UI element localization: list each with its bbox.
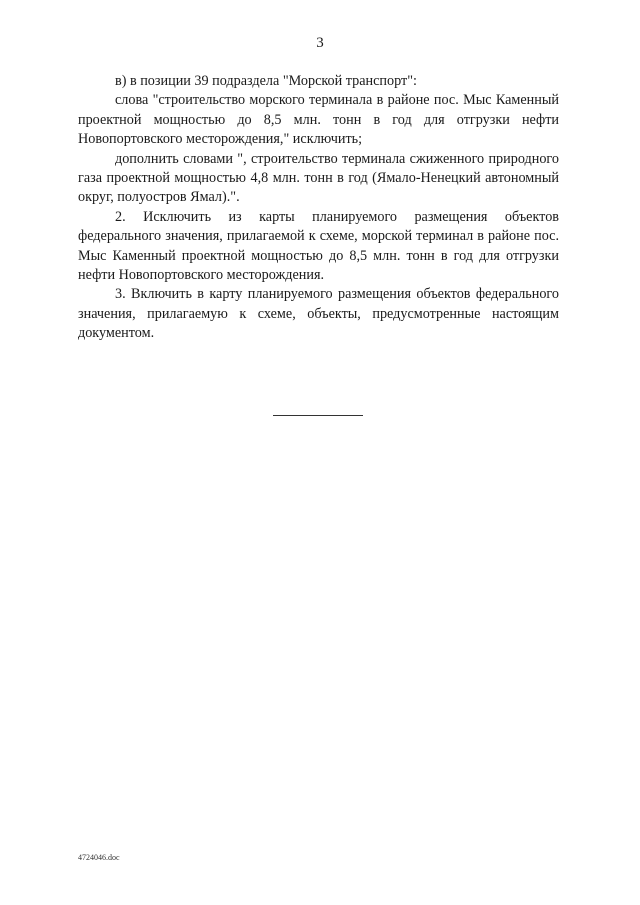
document-file-code: 4724046.doc: [78, 853, 120, 862]
paragraph-words-exclude: слова "строительство морского терминала в районе пос. Мыс Каменный проектной мощностью до 8,5 млн. тонн в год для отгрузки нефти Новопортовского месторождения," исключить;: [78, 92, 559, 148]
page-number: 3: [316, 35, 324, 51]
end-separator-line: [273, 415, 363, 416]
paragraph-supplement: дополнить словами ", строительство терминала сжиженного природного газа проектной мощностью 4,8 млн. тонн в год (Ямало-Ненецкий автономный округ, полуостров Ямал).".: [78, 150, 559, 206]
paragraph-item-2: 2. Исключить из карты планируемого размещения объектов федерального значения, прилагаемой к схеме, морской терминал в районе пос. Мыс Каменный проектной мощностью до 8,5 млн. тонн в год для отгрузки нефти Новопортовского месторождения.: [78, 208, 559, 284]
paragraph-subitem-v: в) в позиции 39 подраздела "Морской транспорт":: [115, 73, 417, 89]
document-body: [78, 72, 559, 344]
paragraph-item-3: 3. Включить в карту планируемого размещения объектов федерального значения, прилагаемую к схеме, объекты, предусмотренные настоящим документом.: [78, 286, 559, 342]
